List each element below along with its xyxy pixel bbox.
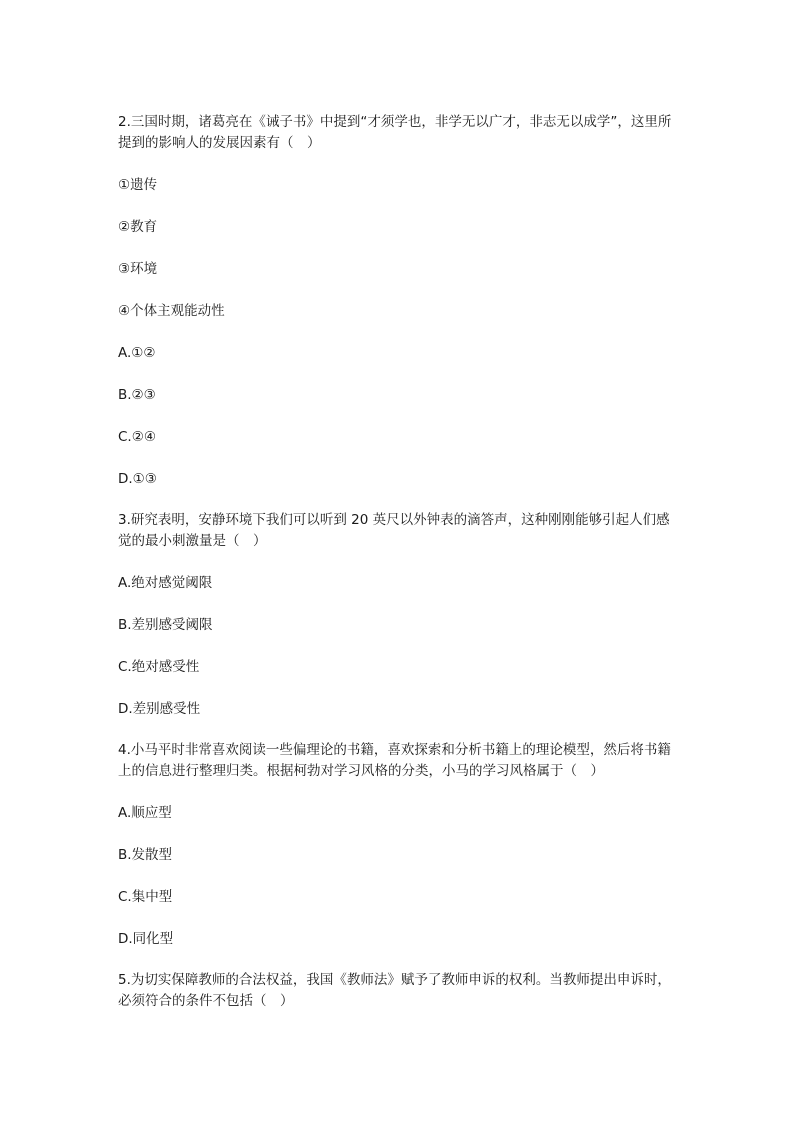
question-3-option-a: A.绝对感觉阈限 [118,575,213,591]
question-2-item-2: ②教育 [118,219,158,235]
question-4-stem: 4.小马平时非常喜欢阅读一些偏理论的书籍，喜欢探索和分析书籍上的理论模型，然后将书籍上的信息进行整理归类。根据柯勃对学习风格的分类，小马的学习风格属于（ ） [118,742,671,779]
question-4-option-b: B.发散型 [118,847,173,863]
question-3-option-c: C.绝对感受性 [118,659,200,675]
question-2-item-3: ③环境 [118,261,158,277]
exam-content [118,112,678,1012]
question-2-option-a: A.①② [118,345,156,361]
question-4-option-c: C.集中型 [118,889,173,905]
question-4-option-d: D.同化型 [118,931,174,947]
question-4-option-a: A.顺应型 [118,805,172,821]
question-2-option-b: B.②③ [118,387,156,403]
question-2-item-1: ①遗传 [118,177,158,193]
question-2-item-4: ④个体主观能动性 [118,303,225,319]
question-2-option-c: C.②④ [118,429,156,445]
question-3-option-d: D.差别感受性 [118,701,201,717]
question-3-option-b: B.差别感受阈限 [118,617,213,633]
question-3-stem: 3.研究表明，安静环境下我们可以听到 20 英尺以外钟表的滴答声，这种刚刚能够引起人们感觉的最小刺激量是（ ） [118,512,670,549]
question-5-stem: 5.为切实保障教师的合法权益，我国《教师法》赋予了教师申诉的权利。当教师提出申诉时，必须符合的条件不包括（ ） [118,972,671,1009]
question-2-option-d: D.①③ [118,471,157,487]
question-2-stem: 2.三国时期，诸葛亮在《诫子书》中提到“才须学也，非学无以广才，非志无以成学”，这里所提到的影响人的发展因素有（ ） [118,114,672,151]
